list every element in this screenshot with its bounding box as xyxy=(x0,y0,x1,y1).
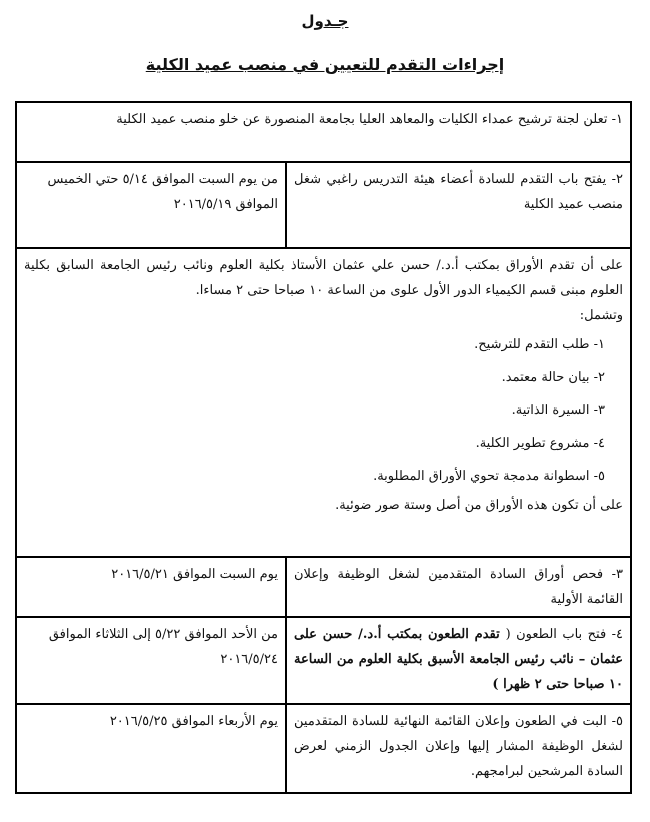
table-row xyxy=(16,248,631,557)
requirements-note: على أن تكون هذه الأوراق من أصل وستة صور ضوئية. xyxy=(335,498,623,513)
step-2-date: من يوم السبت الموافق ٥/١٤ حتي الخميس الموافق ٢٠١٦/٥/١٩ xyxy=(16,162,286,248)
requirements-intro: على أن تقدم الأوراق بمكتب أ.د./ حسن علي عثمان الأستاذ بكلية العلوم ونائب رئيس الجامعة السابق بكلية العلوم مبنى قسم الكيمياء الدور الأول علوى من الساعة ١٠ صباحا حتى ٢ مساءا. xyxy=(24,258,623,298)
step-4-prefix: ٤- فتح باب الطعون ( xyxy=(505,627,623,642)
requirements-list xyxy=(24,328,623,493)
list-item: ٤- مشروع تطوير الكلية. xyxy=(475,436,605,451)
document-subtitle: إجراءات التقدم للتعيين في منصب عميد الكلية xyxy=(145,55,505,74)
step-4-date: من الأحد الموافق ٥/٢٢ إلى الثلاثاء الموافق ٢٠١٦/٥/٢٤ xyxy=(16,617,286,704)
step-1-cell: ١- تعلن لجنة ترشيح عمداء الكليات والمعاهد العليا بجامعة المنصورة عن خلو منصب عميد الكلية xyxy=(16,102,631,162)
list-item: ١- طلب التقدم للترشيح. xyxy=(474,337,605,352)
table-row xyxy=(16,617,631,704)
list-item: ٢- بيان حالة معتمد. xyxy=(501,370,605,385)
step-4-cell xyxy=(286,617,631,704)
list-item: ٣- السيرة الذاتية. xyxy=(511,403,605,418)
requirements-cell xyxy=(16,248,631,557)
requirements-label: وتشمل: xyxy=(579,308,623,323)
step-5-date: يوم الأربعاء الموافق ٢٠١٦/٥/٢٥ xyxy=(16,704,286,793)
table-row xyxy=(16,102,631,162)
table-row xyxy=(16,704,631,793)
procedures-table xyxy=(15,101,632,794)
step-4-bold-text: تقدم الطعون بمكتب أ.د./ حسن على عثمان – نائب رئيس الجامعة الأسبق بكلية العلوم من الساعة ١٠ صباحا حتى ٢ ظهرا ) xyxy=(294,627,623,692)
step-5-cell: ٥- البت في الطعون وإعلان القائمة النهائية للسادة المتقدمين لشغل الوظيفة المشار إليها وإعلان الجدول الزمني لعرض السادة المرشحين لبرامجهم. xyxy=(286,704,631,793)
table-row xyxy=(16,557,631,617)
step-2-cell: ٢- يفتح باب التقدم للسادة أعضاء هيئة التدريس راغبي شغل منصب عميد الكلية xyxy=(286,162,631,248)
list-item: ٥- اسطوانة مدمجة تحوي الأوراق المطلوبة. xyxy=(373,469,605,484)
table-row xyxy=(16,162,631,248)
document-title: جـدول xyxy=(301,12,349,30)
step-3-date: يوم السبت الموافق ٢٠١٦/٥/٢١ xyxy=(16,557,286,617)
step-3-cell: ٣- فحص أوراق السادة المتقدمين لشغل الوظيفة وإعلان القائمة الأولية xyxy=(286,557,631,617)
